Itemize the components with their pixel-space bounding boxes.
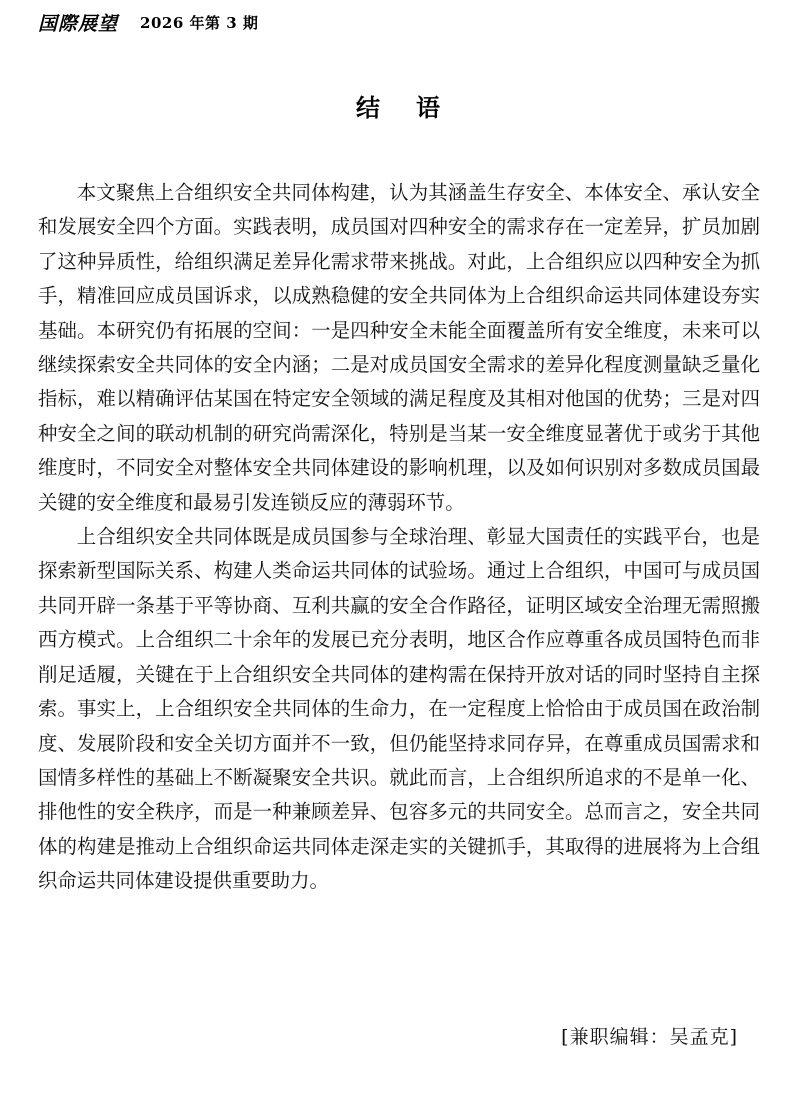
journal-logo: 国際展望 [38,12,119,35]
running-header [38,8,258,36]
editor-note: [兼职编辑：吴孟克] [561,1026,738,1048]
body-text [38,176,760,899]
section-title: 结语 [356,94,476,122]
paragraph-1: 本文聚焦上合组织安全共同体构建，认为其涵盖生存安全、本体安全、承认安全和发展安全四个方面。实践表明，成员国对四种安全的需求存在一定差异，扩员加剧了这种异质性，给组织满足差异化需求带来挑战。对此，上合组织应以四种安全为抓手，精准回应成员国诉求，以成熟稳健的安全共同体为上合组织命运共同体建设夯实基础。本研究仍有拓展的空间：一是四种安全未能全面覆盖所有安全维度，未来可以继续探索安全共同体的安全内涵；二是对成员国安全需求的差异化程度测量缺乏量化指标，难以精确评估某国在特定安全领域的满足程度及其相对他国的优势；三是对四种安全之间的联动机制的研究尚需深化，特别是当某一安全维度显著优于或劣于其他维度时，不同安全对整体安全共同体建设的影响机理，以及如何识别对多数成员国最关键的安全维度和最易引发连锁反应的薄弱环节。 [38,181,760,514]
paragraph-2: 上合组织安全共同体既是成员国参与全球治理、彰显大国责任的实践平台，也是探索新型国际关系、构建人类命运共同体的试验场。通过上合组织，中国可与成员国共同开辟一条基于平等协商、互利共赢的安全合作路径，证明区域安全治理无需照搬西方模式。上合组织二十余年的发展已充分表明，地区合作应尊重各成员国特色而非削足适履，关键在于上合组织安全共同体的建构需在保持开放对话的同时坚持自主探索。事实上，上合组织安全共同体的生命力，在一定程度上恰恰由于成员国在政治制度、发展阶段和安全关切方面并不一致，但仍能坚持求同存异，在尊重成员国需求和国情多样性的基础上不断凝聚安全共识。就此而言，上合组织所追求的不是单一化、排他性的安全秩序，而是一种兼顾差异、包容多元的共同安全。总而言之，安全共同体的构建是推动上合组织命运共同体走深走实的关键抓手，其取得的进展将为上合组织命运共同体建设提供重要助力。 [38,525,760,893]
issue-number: 2026 年第 3 期 [140,13,259,32]
